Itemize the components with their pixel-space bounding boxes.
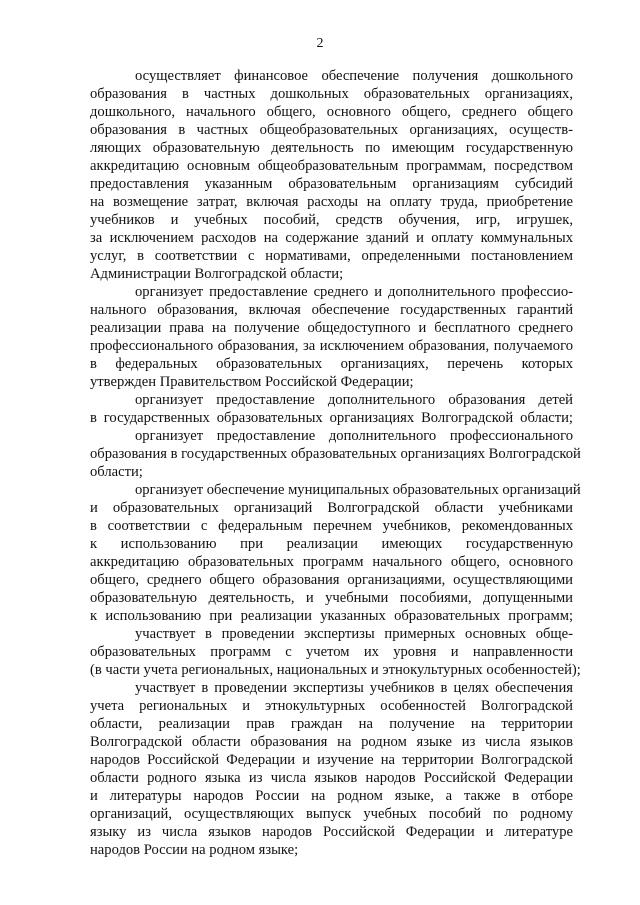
text-line: учета региональных и этнокультурных особенностей Волгоградской [90, 698, 573, 714]
text-line: Администрации Волгоградской области; [90, 266, 344, 282]
text-line: образования в частных общеобразовательных организациях, осуществ- [90, 122, 573, 138]
text-line: общего, среднего общего образования организациями, осуществляющими [90, 572, 573, 588]
text-line: в федеральных образовательных организациях, перечень которых [90, 356, 573, 372]
text-line: аккредитацию основным общеобразовательным программам, посредством [90, 158, 573, 174]
text-line: на возмещение затрат, включая расходы на оплату труда, приобретение [90, 194, 573, 210]
text-line: народов Российской Федерации и изучение на территории Волгоградской [90, 752, 573, 768]
text-line: участвует в проведении экспертизы учебников в целях обеспечения [135, 680, 573, 696]
text-line: области, реализации прав граждан на получение на территории [90, 716, 573, 732]
text-line: области; [90, 464, 143, 480]
text-line: осуществляет финансовое обеспечение получения дошкольного [135, 68, 573, 84]
text-line: нального образования, включая обеспечение государственных гарантий [90, 302, 573, 318]
text-line: участвует в проведении экспертизы примерных основных обще- [135, 626, 573, 642]
page-number: 2 [316, 36, 324, 51]
text-line: дошкольного, начального общего, основного общего, среднего общего [90, 104, 573, 120]
text-line: предоставления указанным образовательным организациям субсидий [90, 176, 573, 192]
text-line: в государственных образовательных организациях Волгоградской области; [90, 410, 573, 426]
text-line: организует предоставление дополнительного профессионального [135, 428, 573, 444]
text-line: образования в государственных образовательных организациях Волгоградской [90, 446, 581, 462]
text-line: за исключением расходов на содержание зданий и оплату коммунальных [90, 230, 573, 246]
text-line: учебников и учебных пособий, средств обучения, игр, игрушек, [90, 212, 573, 228]
text-line: Волгоградской области образования на родном языке из числа языков [90, 734, 573, 750]
text-line: области родного языка из числа языков народов Российской Федерации [90, 770, 573, 786]
text-line: организаций, осуществляющих выпуск учебных пособий по родному [90, 806, 573, 822]
text-line: (в части учета региональных, национальных и этнокультурных особенностей); [90, 662, 581, 678]
text-line: аккредитацию образовательных программ начального общего, основного [90, 554, 573, 570]
text-line: к использованию при реализации имеющих государственную [90, 536, 573, 552]
text-line: профессионального образования, за исключением образования, получаемого [90, 338, 573, 354]
text-line: организует предоставление дополнительного образования детей [135, 392, 573, 408]
text-line: образовательных программ с учетом их уровня и направленности [90, 644, 573, 660]
text-line: и образовательных организаций Волгоградской области учебниками [90, 500, 573, 516]
text-line: к использованию при реализации указанных образовательных программ; [90, 608, 573, 624]
text-line: в соответствии с федеральным перечнем учебников, рекомендованных [90, 518, 573, 534]
text-line: организует предоставление среднего и дополнительного профессио- [135, 284, 573, 300]
text-line: услуг, в соответствии с нормативами, определенными постановлением [90, 248, 573, 264]
text-line: и литературы народов России на родном языке, а также в отборе [90, 788, 573, 804]
text-line: ляющих образовательную деятельность по имеющим государственную [90, 140, 573, 156]
text-line: реализации права на получение общедоступного и бесплатного среднего [90, 320, 573, 336]
text-line: образовательную деятельность, и учебными пособиями, допущенными [90, 590, 573, 606]
text-line: организует обеспечение муниципальных образовательных организаций [135, 482, 581, 498]
text-line: народов России на родном языке; [90, 842, 299, 858]
text-line: утвержден Правительством Российской Федерации; [90, 374, 414, 390]
text-line: образования в частных дошкольных образовательных организациях, [90, 86, 573, 102]
text-line: языку из числа языков народов Российской Федерации и литературе [90, 824, 573, 840]
